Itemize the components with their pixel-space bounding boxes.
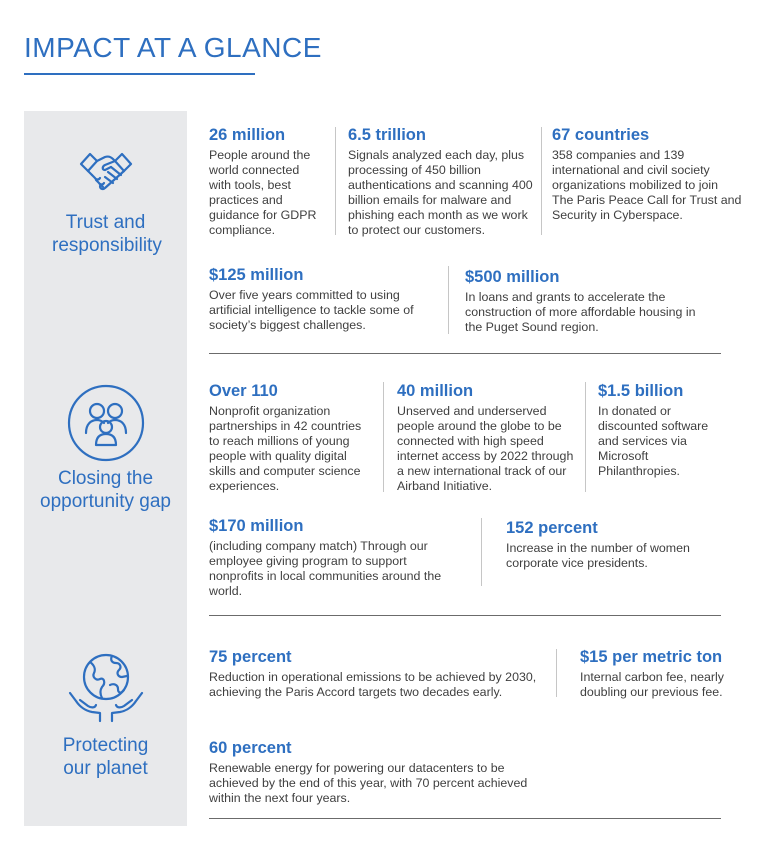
people-group-icon — [66, 383, 146, 463]
column-divider — [541, 127, 542, 235]
stat-description: Signals analyzed each day, plus processing of 450 billion authentications and scanning 400 billion emails for malware and phishing each month as we work to protect our customers. — [348, 148, 533, 237]
stat-value: $500 million — [465, 268, 560, 286]
column-divider — [585, 382, 586, 492]
stat-75-percent — [209, 647, 544, 700]
stat-description: Unserved and underserved people around the globe to be connected with high speed internet access by 2022 through a new international track of our Airband Initiative. — [397, 404, 574, 493]
globe-in-hands-icon — [66, 649, 146, 725]
stat-value: 26 million — [209, 126, 286, 144]
stat-1-5-billion — [598, 381, 723, 479]
stat-value: $1.5 billion — [598, 382, 684, 400]
stat-description: Increase in the number of women corporate vice presidents. — [506, 541, 690, 570]
section-divider — [209, 353, 721, 354]
stat-over-110 — [209, 381, 369, 494]
stat-value: 40 million — [397, 382, 474, 400]
section-divider — [209, 615, 721, 616]
section-label-opportunity: Closing the opportunity gap — [40, 468, 171, 512]
stat-value: Over 110 — [209, 382, 278, 400]
stat-26-million — [209, 125, 324, 238]
stat-67-countries — [552, 125, 742, 223]
stat-description: Over five years committed to using artificial intelligence to tackle some of society’s biggest challenges. — [209, 288, 414, 332]
stat-value: $170 million — [209, 517, 304, 535]
stat-value: $15 per metric ton — [580, 648, 723, 666]
stat-value: 6.5 trillion — [348, 126, 426, 144]
column-divider — [383, 382, 384, 492]
stat-description: Renewable energy for powering our datacenters to be achieved by the end of this year, with 70 percent achieved within the next four years. — [209, 761, 528, 805]
stat-6-5-trillion — [348, 125, 533, 238]
handshake-icon — [78, 144, 134, 200]
column-divider — [481, 518, 482, 586]
stat-description: In donated or discounted software and services via Microsoft Philanthropies. — [598, 404, 709, 478]
stat-15-per-metric-ton — [580, 647, 740, 700]
stat-value: 75 percent — [209, 648, 292, 666]
stat-500-million — [465, 267, 715, 335]
title-underline — [24, 73, 255, 75]
stat-value: 67 countries — [552, 126, 650, 144]
section-label-planet: Protecting our planet — [62, 735, 149, 779]
stat-value: $125 million — [209, 266, 304, 284]
stat-description: Internal carbon fee, nearly doubling our previous fee. — [580, 670, 724, 699]
stat-description: In loans and grants to accelerate the construction of more affordable housing in the Puget Sound region. — [465, 290, 696, 334]
stat-description: 358 companies and 139 international and civil society organizations mobilized to join The Paris Peace Call for Trust and Security in Cyberspace. — [552, 148, 742, 222]
section-label-trust: Trust and responsibility — [52, 212, 162, 256]
stat-value: 152 percent — [506, 519, 598, 537]
column-divider — [335, 127, 336, 235]
column-divider — [556, 649, 557, 697]
stat-170-million — [209, 516, 454, 599]
stat-40-million — [397, 381, 579, 494]
stat-60-percent — [209, 738, 539, 806]
stat-152-percent — [506, 518, 716, 571]
stat-description: People around the world connected with tools, best practices and guidance for GDPR compliance. — [209, 148, 317, 237]
stat-description: Nonprofit organization partnerships in 42 countries to reach millions of young people with quality digital skills and computer science experiences. — [209, 404, 362, 493]
stat-description: Reduction in operational emissions to be achieved by 2030, achieving the Paris Accord targets two decades early. — [209, 670, 537, 699]
stat-description: (including company match) Through our employee giving program to support nonprofits in local communities around the world. — [209, 539, 442, 598]
section-divider — [209, 818, 721, 819]
stat-value: 60 percent — [209, 739, 292, 757]
stat-125-million — [209, 265, 434, 333]
column-divider — [448, 266, 449, 334]
page-title: IMPACT AT A GLANCE — [24, 32, 322, 63]
